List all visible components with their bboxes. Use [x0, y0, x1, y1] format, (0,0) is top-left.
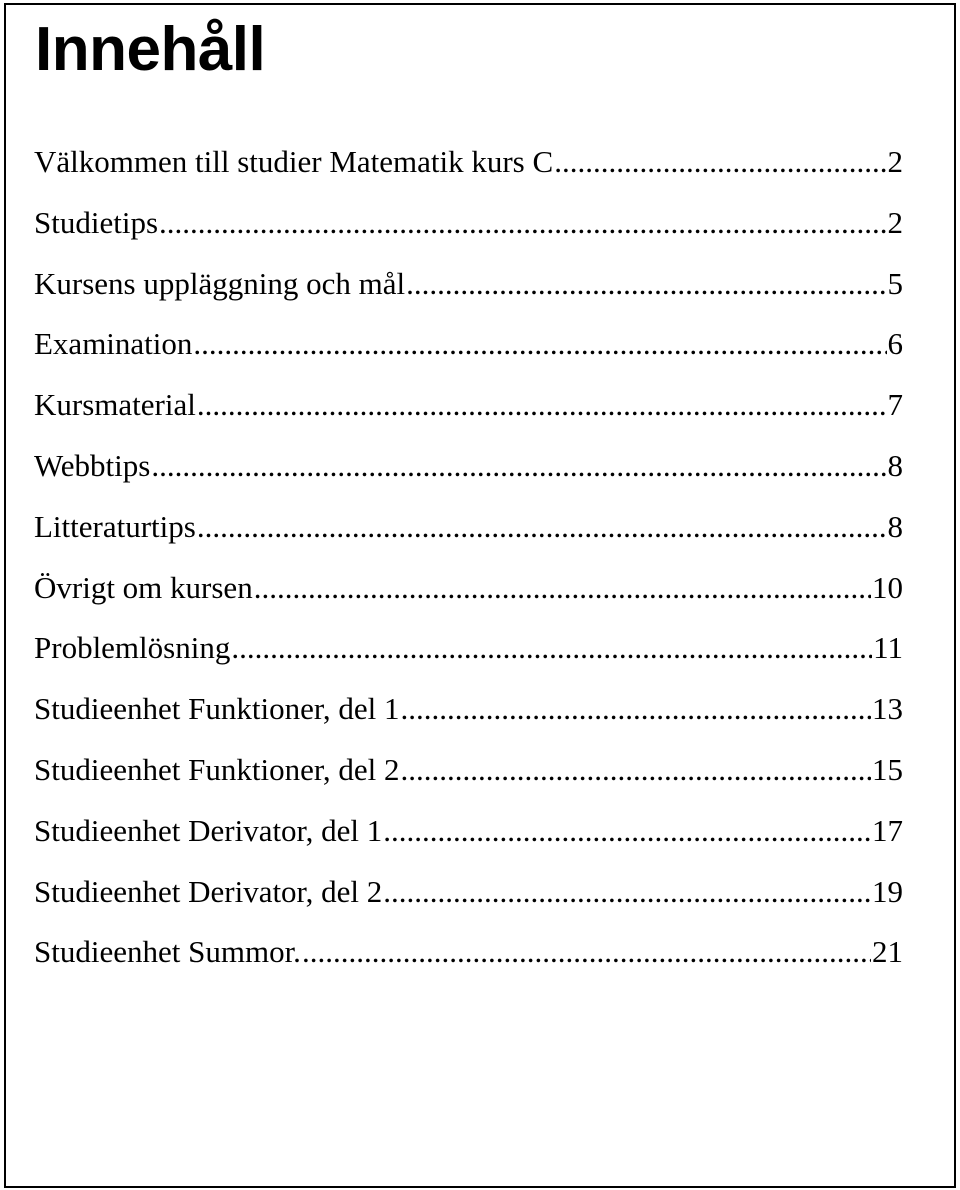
- toc-entry-title: Välkommen till studier Matematik kurs C: [34, 144, 554, 179]
- toc-entry[interactable]: [34, 874, 903, 935]
- toc-entry-page: 11: [873, 630, 903, 666]
- toc-dot-leader: [197, 387, 887, 423]
- toc-entry-title: Studieenhet Summor.: [34, 934, 301, 970]
- toc-dot-leader: [406, 266, 886, 302]
- toc-entry-page: 13: [872, 691, 903, 727]
- toc-dot-leader: [231, 630, 872, 666]
- toc-entry-page: 17: [872, 812, 903, 848]
- toc-entry-title: Studieenhet Funktioner, del 2: [34, 751, 400, 787]
- toc-entry-title: Övrigt om kursen: [34, 569, 253, 605]
- toc-entry-title: Examination: [34, 326, 193, 362]
- toc-entry[interactable]: [34, 934, 903, 995]
- toc-entry-title: Kursens uppläggning och mål: [34, 265, 406, 301]
- toc-entry[interactable]: [34, 813, 903, 874]
- toc-entry-title: Studietips: [34, 204, 159, 240]
- page-title: Innehåll: [35, 15, 266, 84]
- toc-entry[interactable]: [34, 691, 903, 752]
- toc-entry[interactable]: [34, 144, 903, 205]
- toc-dot-leader: [159, 205, 886, 241]
- toc-entry-title: Studieenhet Funktioner, del 1: [34, 691, 400, 727]
- table-of-contents: [34, 144, 903, 995]
- toc-entry-page: 6: [887, 326, 903, 362]
- toc-dot-leader: [401, 691, 871, 727]
- toc-entry-title: Webbtips: [34, 447, 151, 483]
- toc-entry[interactable]: [34, 570, 903, 631]
- toc-dot-leader: [401, 752, 871, 788]
- toc-entry[interactable]: [34, 205, 903, 266]
- toc-entry-page: 21: [872, 934, 903, 970]
- toc-entry-page: 2: [887, 204, 903, 240]
- toc-entry-page: 8: [887, 508, 903, 544]
- toc-entry-title: Litteraturtips: [34, 508, 196, 544]
- toc-dot-leader: [193, 326, 886, 362]
- toc-entry[interactable]: [34, 509, 903, 570]
- toc-entry-page: 5: [887, 265, 903, 301]
- toc-dot-leader: [302, 934, 871, 970]
- toc-entry[interactable]: [34, 752, 903, 813]
- toc-entry-page: 7: [887, 387, 903, 423]
- toc-dot-leader: [197, 509, 887, 545]
- toc-entry-page: 2: [887, 144, 903, 179]
- toc-entry-page: 10: [872, 569, 903, 605]
- toc-entry-title: Kursmaterial: [34, 387, 196, 423]
- toc-dot-leader: [383, 874, 871, 910]
- toc-entry-page: 8: [887, 447, 903, 483]
- page-frame: [4, 3, 956, 1188]
- toc-entry[interactable]: [34, 326, 903, 387]
- toc-dot-leader: [383, 813, 871, 849]
- toc-dot-leader: [151, 448, 886, 484]
- toc-entry[interactable]: [34, 387, 903, 448]
- toc-entry[interactable]: [34, 630, 903, 691]
- toc-dot-leader: [254, 570, 871, 606]
- toc-entry-page: 19: [872, 873, 903, 909]
- toc-entry-title: Problemlösning: [34, 630, 231, 666]
- toc-entry-title: Studieenhet Derivator, del 2: [34, 873, 383, 909]
- toc-entry-page: 15: [872, 751, 903, 787]
- toc-entry[interactable]: [34, 266, 903, 327]
- toc-entry[interactable]: [34, 448, 903, 509]
- toc-entry-title: Studieenhet Derivator, del 1: [34, 812, 383, 848]
- toc-dot-leader: [554, 144, 886, 180]
